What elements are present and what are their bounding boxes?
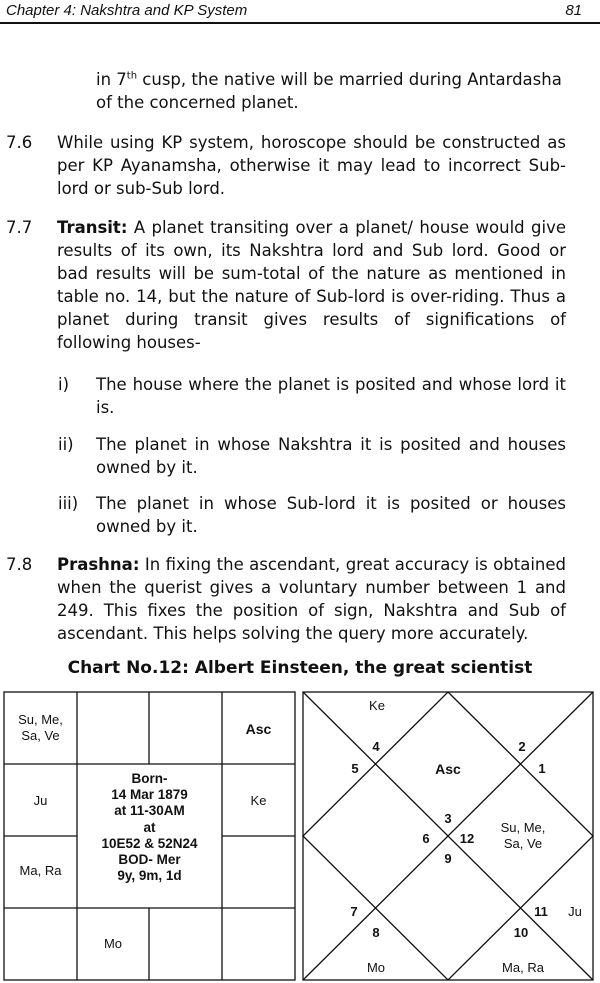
section-number-7-7: 7.7 bbox=[6, 218, 33, 237]
section-number-7-8: 7.8 bbox=[6, 555, 33, 574]
birth-details: Born- 14 Mar 1879 at 11-30AM at 10E52 & 52N24 BOD- Mer 9y, 9m, 1d bbox=[101, 771, 198, 884]
north-su-me-sa-ve: Su, Me, Sa, Ve bbox=[500, 820, 546, 851]
north-ma-ra: Ma, Ra bbox=[502, 960, 544, 975]
house-number-4: 4 bbox=[372, 739, 380, 754]
house-number-10: 10 bbox=[513, 925, 529, 940]
south-cell-ju: Ju bbox=[33, 793, 48, 808]
list-label-ii: ii) bbox=[58, 435, 74, 454]
north-asc: Asc bbox=[435, 761, 461, 777]
north-mo: Mo bbox=[366, 960, 386, 975]
north-ke: Ke bbox=[369, 698, 385, 713]
house-number-8: 8 bbox=[372, 925, 380, 940]
south-cell-ma-ra: Ma, Ra bbox=[19, 863, 62, 878]
house-number-1: 1 bbox=[538, 761, 546, 776]
south-cell-ke: Ke bbox=[250, 793, 267, 808]
section-7-7-text: Transit: A planet transiting over a planet/ house would give results of its own, its Nakshtra lord and Sub lord. Good or bad results will be sum-total of the nature as mentioned in table no. 14, but the nature of Sub-lord is over-riding. Thus a planet during transit gives results of significations of following houses- bbox=[57, 218, 566, 352]
house-number-3: 3 bbox=[444, 811, 452, 826]
section-number-7-6: 7.6 bbox=[6, 133, 33, 152]
house-number-6: 6 bbox=[422, 831, 430, 846]
page-number: 81 bbox=[565, 2, 582, 19]
chart-title: Chart No.12: Albert Einsteen, the great scientist bbox=[67, 658, 533, 678]
section-7-8-text: Prashna: In fixing the ascendant, great accuracy is obtained when the querist gives a voluntary number between 1 and 249. This fixes the position of sign, Nakshtra and Sub of ascendant. This helps solving the query more accurately. bbox=[57, 555, 566, 643]
chapter-header: Chapter 4: Nakshtra and KP System bbox=[6, 2, 248, 19]
south-cell-su-me-sa-ve: Su, Me, Sa, Ve bbox=[18, 712, 63, 743]
north-ju: Ju bbox=[568, 904, 582, 919]
list-item-i: The house where the planet is posited and whose lord it is. bbox=[96, 375, 566, 417]
intro-line-2: of the concerned planet. bbox=[96, 93, 299, 112]
house-number-11: 11 bbox=[534, 904, 548, 919]
transit-heading: Transit: bbox=[57, 218, 128, 237]
south-cell-asc: Asc bbox=[245, 721, 272, 737]
house-number-7: 7 bbox=[350, 904, 358, 919]
prashna-heading: Prashna: bbox=[57, 555, 140, 574]
south-cell-mo: Mo bbox=[103, 936, 123, 951]
house-number-12: 12 bbox=[459, 831, 475, 846]
house-number-2: 2 bbox=[518, 739, 526, 754]
section-7-6-text: While using KP system, horoscope should be constructed as per KP Ayanamsha, otherwise it may lead to incorrect Sub-lord or sub-Sub lord. bbox=[57, 133, 566, 198]
house-number-9: 9 bbox=[444, 851, 452, 866]
list-item-ii: The planet in whose Nakshtra it is posited and houses owned by it. bbox=[96, 435, 566, 477]
list-label-i: i) bbox=[58, 375, 70, 394]
list-label-iii: iii) bbox=[58, 494, 79, 513]
house-number-5: 5 bbox=[351, 761, 359, 776]
list-item-iii: The planet in whose Sub-lord it is posited or houses owned by it. bbox=[96, 494, 566, 536]
intro-line-1: in 7th cusp, the native will be married during Antardasha bbox=[96, 70, 562, 89]
